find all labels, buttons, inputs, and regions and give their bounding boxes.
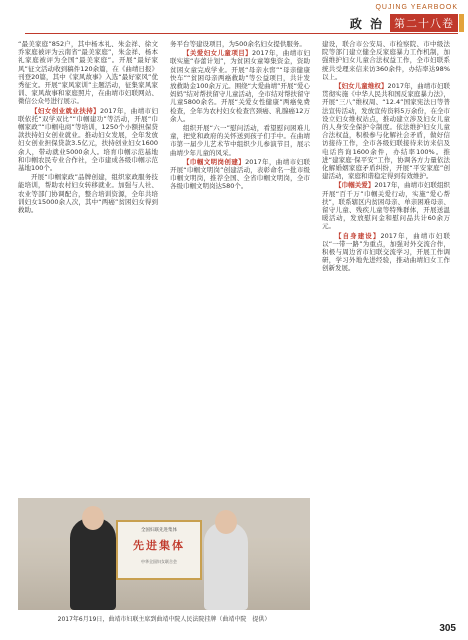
person-left-head	[82, 506, 104, 530]
section-tag: 【妇女儿童维权】	[335, 82, 388, 91]
paragraph	[170, 158, 310, 191]
section-title: 政 治	[349, 16, 384, 31]
page-number: 305	[439, 623, 456, 634]
paragraph	[18, 173, 158, 214]
header-rule	[25, 33, 458, 34]
paragraph-text: 2017年，曲靖市妇联贯彻实施《中华人民共和国反家庭暴力法》，开展“三八”维权周、“12.4”国家宪法日等普法宣传活动，发放宣传资料5万余份，在全市设立妇女维权站点，推动建立涉及妇女儿童的人身安全保护令制度。依法维护妇女儿童合法权益，积极参与化解社会矛盾，做好信访接待工作，全市各级妇联接待来访来信及电话咨询1600余件，办结率100%。推进“建家庭·保平安”工作，协调各方力量依法化解婚姻家庭矛盾纠纷，开展“平安家庭”创建活动，家庭和谐稳定得到有效维护。	[322, 82, 450, 181]
column-2	[170, 40, 310, 510]
section-tag: 【巾帼文明岗创建】	[183, 157, 246, 166]
paragraph-text: 2017年，曲靖市妇联以“一带一路”为重点，加强对外交流合作，积极与周边省市妇联交流学习，开展工作调研，学习外地先进经验，推动曲靖妇女工作创新发展。	[322, 231, 450, 273]
paragraph-text: 组织开展“六一”慰问活动，看望慰问困难儿童，把党和政府的关怀送到孩子们手中。在曲靖市第一届少儿艺术节中组织少儿参演节目，展示曲靖少年儿童的风采。	[170, 124, 310, 157]
paragraph	[322, 232, 450, 273]
paragraph	[322, 40, 450, 81]
paragraph-text: 2017年，曲靖市妇联组织开展“百千万”巾帼关爱行动，实施“爱心帮扶”，联系辖区内贫困母亲、单亲困难母亲、留守儿童、残疾儿童等特殊群体，开展送温暖活动，发放慰问金和慰问品共计60余万元。	[322, 181, 450, 231]
plaque-title: 全国妇联先进集体	[141, 528, 177, 533]
paragraph	[322, 82, 450, 180]
paragraph	[170, 40, 310, 48]
person-right	[204, 522, 248, 610]
award-photo	[18, 498, 310, 610]
paragraph-text: “最美家庭”852户，其中杨本礼、朱金祥、徐文乔家庭被评为云南省“最美家庭”，朱金祥、杨本礼家庭被评为全国“最美家庭”。开展“最好家风”征文活动收到稿件120余篇，在《曲靖日报》刊登20篇，其中《家风故事》入选“最好家风”优秀征文。开展“家风家训”主题活动，征集家风家训、家风故事和家庭照片，在曲靖市妇联网站、微信公众号进行展示。	[18, 40, 158, 106]
paragraph	[170, 124, 310, 157]
paragraph-text: 2017年，曲靖市妇联依托“双学双比”“巾帼建功”等活动，开展“巾帼家政”“巾帼电商”等培训，1250个小额担保贷款扶持妇女创业就业。推动妇女发展，全年发放妇女创业担保贷款3.5亿元，扶持创业妇女1600余人，带动就业5000余人。培育巾帼示范基地和巾帼农民专业合作社，全市建成各级巾帼示范基地100个。	[18, 106, 158, 173]
chapter-badge: 第二十八卷	[390, 14, 458, 32]
column-1	[18, 40, 158, 510]
yearbook-label: QUJING YEARBOOK	[375, 4, 458, 11]
person-right-head	[215, 510, 237, 534]
award-plaque	[116, 520, 202, 580]
section-tag: 【关爱妇女儿童项目】	[183, 49, 253, 58]
photo-caption: 2017年6月19日，曲靖市妇联主席到曲靖中院人民法院挂牌（曲靖中院 提供）	[57, 616, 271, 623]
plaque-main-text: 先进集体	[133, 539, 185, 552]
column-3	[322, 40, 450, 630]
section-tag: 【妇女创业就业扶持】	[31, 106, 101, 115]
paragraph-text: 务平台等建设项目，为500余名妇女提供服务。	[170, 40, 306, 48]
header-bar	[350, 16, 458, 30]
section-tag: 【自身建设】	[335, 231, 381, 240]
header-accent	[459, 14, 464, 32]
paragraph-text: 建设，联合市公安局、市检察院、市中级法院等部门建立健全反家庭暴力工作机制，加强维护妇女儿童合法权益工作，全市妇联系统共受理来信来访360余件，办结率达98%以上。	[322, 40, 450, 81]
page-header	[0, 0, 468, 40]
paragraph	[170, 49, 310, 123]
paragraph	[18, 107, 158, 173]
paragraph-text: 2017年，曲靖市妇联实施“春蕾计划”，为贫困女童筹集资金，资助贫困女童完成学业。开展“母亲水窖”“母亲健康快车”“贫困母亲两癌救助”等公益项目，共计发放救助金100余万元。围绕“大爱曲靖”开展“爱心妈妈”结对帮扶留守儿童活动，全市结对帮扶留守儿童5800余名。开展“关爱女性健康”两癌免费检查，全年为农村妇女检查宫颈癌、乳腺癌12万余人。	[170, 49, 310, 123]
plaque-subtitle: 中华全国妇女联合会	[141, 559, 177, 564]
paragraph	[322, 181, 450, 230]
paragraph-text: 开展“巾帼家政”品牌创建，组织家政服务技能培训，帮助农村妇女转移就业。加强与人社、农业等部门协调配合，整合培训资源，全年共培训妇女15000余人次，其中“两癌”贫困妇女得到救助。	[18, 173, 158, 215]
person-left	[70, 518, 116, 610]
paragraph	[18, 40, 158, 106]
paragraph-text: 2017年，曲靖市妇联开展“巾帼文明岗”创建活动，表彰命名一批市级巾帼文明岗，推荐全国、全省巾帼文明岗，全市各级巾帼文明岗达580个。	[170, 157, 310, 191]
section-tag: 【巾帼关爱】	[335, 181, 375, 190]
